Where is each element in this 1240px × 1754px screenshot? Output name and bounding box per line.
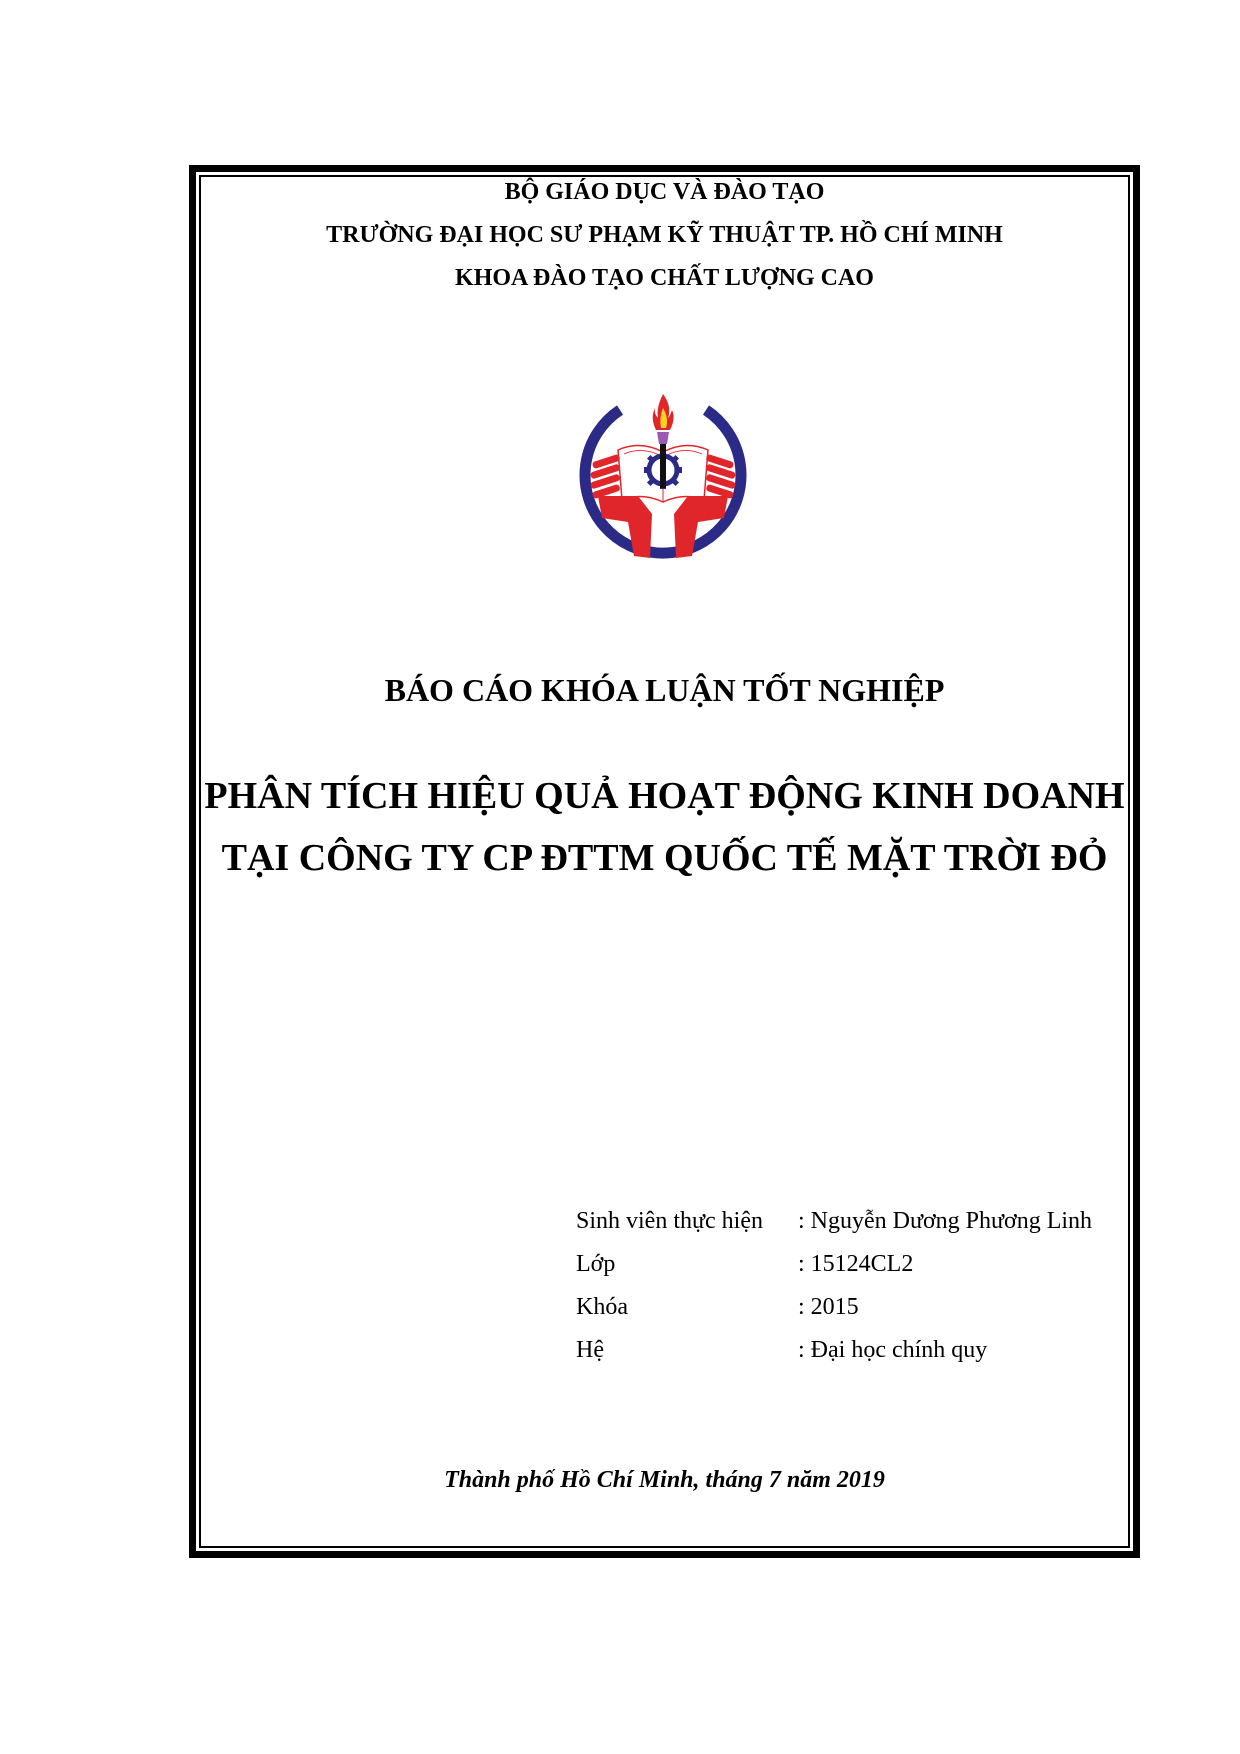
thesis-title-line-1: PHÂN TÍCH HIỆU QUẢ HOẠT ĐỘNG KINH DOANH [204,775,1125,817]
faculty-heading: KHOA ĐÀO TẠO CHẤT LƯỢNG CAO [455,265,874,291]
info-value: : 15124CL2 [798,1251,914,1277]
thesis-title-line-2: TẠI CÔNG TY CP ĐTTM QUỐC TẾ MẶT TRỜI ĐỎ [221,837,1108,879]
info-row-course [576,1286,1092,1329]
place-date-footer: Thành phố Hồ Chí Minh, tháng 7 năm 2019 [444,1467,885,1493]
student-info-block [576,1200,1092,1372]
ministry-heading: BỘ GIÁO DỤC VÀ ĐÀO TẠO [504,179,825,205]
info-label: Khóa [576,1294,628,1320]
info-label: Lớp [576,1251,616,1277]
info-label: Hệ [576,1337,604,1363]
university-heading: TRƯỜNG ĐẠI HỌC SƯ PHẠM KỸ THUẬT TP. HỒ CHÍ MINH [326,222,1003,248]
info-value: : 2015 [798,1294,859,1320]
university-emblem-icon [578,388,748,573]
info-row-class [576,1243,1092,1286]
info-value: : Nguyễn Dương Phương Linh [798,1208,1093,1234]
report-type-heading: BÁO CÁO KHÓA LUẬN TỐT NGHIỆP [384,672,945,708]
info-row-program [576,1329,1092,1372]
info-row-student [576,1200,1092,1243]
info-label: Sinh viên thực hiện [576,1208,763,1234]
info-value: : Đại học chính quy [798,1337,988,1363]
